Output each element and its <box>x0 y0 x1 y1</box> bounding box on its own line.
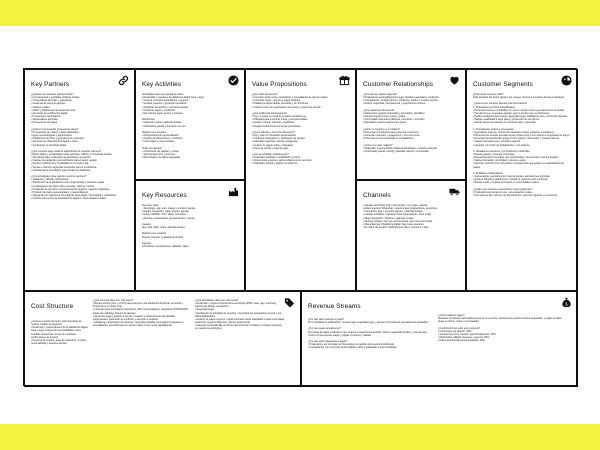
customer-relationships-text: ¿Qué tipo de relación esperan? • Propietarios: acompañamiento legal, claridad, seguridad y confianza. • Arrendatarios: contacto directo, confianza, rapidez y soporte técnico. • Ambos: seguridad, transparencia y seguimiento cercano. ¿Qué relaciones ofrecemos? • Autoservicio guiado (onboarding, formularios, plantillas). • Soporte humano (chat, correo, redes). • Comunidad local activa (alianzas, incentivos y eventos). • Reputación interna segura entre pares. ¿Cómo se integran en el modelo? • Refuerzan la confianza clave para usar el servicio. • Aumentan retención, engagement y uso recurrente. • Potencian el uso continuado en la plataforma. ¿Cuál es su coste relativo? • Moderado: sistema híbrido digital automatizado + soporte personal. • Optimizado gracias a FAQs, plantillas, alertas y comunidad. <box>363 93 440 153</box>
tag-icon <box>284 297 295 308</box>
revenue-streams-section <box>301 291 578 387</box>
key-partners-title: Key Partners <box>31 81 70 88</box>
key-resources-section <box>135 180 245 291</box>
check-badge-icon <box>228 75 239 86</box>
factory-icon <box>228 186 239 197</box>
segments-face-icon <box>561 75 572 86</box>
customer-relationships-section <box>356 69 466 180</box>
key-resources-title: Key Resources <box>142 192 187 199</box>
cost-structure-left-text: ¿Cuál es el costo inherente más importante de nuestro modelo de negocio? • Desarrollo y mantenimiento de la plataforma digital (web y app), incluyendo funcionalidades como entradas interactivas, firmas de contratos, verificaciones de usuario. • Personal de soporte, tanto de marketing, contacto personalizado y asesoría técnica. <box>31 320 88 346</box>
truck-icon <box>449 186 460 197</box>
revenue-streams-left-text: ¿Por qué valor estamos a pagar? Por la facilidad de publicación, conexión ágil, seguridad legal, y acceso a fórmulas de arrendamiento ajustadas. ¿Por qué pagan actualmente? Por tareas de bajos rendimiento que requieren seguimiento asistido, obtener seguridad jurídica y una cercana rural en el que apenas pagan y pagan en tiempo y calidad. ¿Por qué están dispuestos a pagar? • Propietarios: por contratar su finca activa con gestión documental simplificada. • Arrendatarios: por encontrar oportunidades reales y adaptadas a sus actividades. <box>308 318 429 350</box>
cost-structure-right-text: ¿Qué actividades clave son más caras? • Desarrollo y mejora continua de la tecnología (PWA, base, app, matching, sistema de alertas, reputación). • Seguridad legal. • Verificación de identidad de usuarios, especialmente propietarios nuevos y sus datos digitalizados. • Gestión de pagos seguros y bajos contratos claros adaptados a cada comunidad autónoma, seguros diligentes, soporte documental. • Adopción personalizada al cliente para fomentar confianza y resolver tensiones en usuarios tecnológicos. <box>195 299 284 331</box>
svg-text:$: $ <box>565 301 568 307</box>
value-propositions-section <box>245 69 356 291</box>
cost-structure-middle-text: ¿Qué recursos clave son más caros? • Equipo técnico (dev y UX/UI) para mantener una plataforma funcional, accesible y funcional en el medio rural. • Infraestructura tecnológica (servidores, APIs meteorológicas, integración SIGPAC/PAC, bases de matching, sistema de alertas). • Asistencia legal y soporte al cliente: creación y mantenimiento de plantillas contractuales, resolución de conflictos y atención a usuarios. • Marketing y adquisición de usuarios: campañas digitales para captar propietarios y arrendatarios, especialmente en zonas rurales o con menor digitalización. <box>93 299 189 328</box>
money-bag-icon <box>561 297 572 308</box>
key-partners-section <box>24 69 135 291</box>
business-model-canvas <box>23 68 577 386</box>
customer-relationships-title: Customer Relationships <box>363 81 434 88</box>
channels-title: Channels <box>363 192 391 199</box>
revenue-streams-right-text: ¿Cómo prefieren pagar? Mediante comisiones automáticas al cerrar un acuerdo, suscripciones para funciones avanzadas, y pagos flexibles (pago en último, online o prorrateado). ¿Contribución del valor a los ingresos? • Comisiones por alquiler: 30%. • Suscripciones Pro / Gestor: aproximadamente: 25%. • Marketplace afiliado (insumos, seguros): 15%. • Datos anonimizados para entidades: 10%. <box>438 314 562 343</box>
value-propositions-title: Value Propositions <box>252 81 307 88</box>
key-resources-text: Recursos clave • Tecnología: app, web, mapas, contratos, alertas. • Equipo: Desarrollo, legal, soporte, agente. • Datos: SIGPAC, PAC, clima, normativa. • Alianzas: cooperativas, ayuntamientos y socios. Canales App, web, SEO, redes, alianzas locales. Relación con usuarios Soporte humano y plataforma intuitiva. Ingresos Comisiones, suscripciones, afiliados, datos. <box>142 204 196 249</box>
value-propositions-text: ¿Qué valor ofrecemos? • Conexión simple entre propietarios y arrendatarios de tierras rurales. • Contratos claros, seguros y pagos flexibles. • Plataforma digital rápida, accesible y sin fricciones. • Impacto rural real: reactivación del campo y economía circular. ¿Qué problemas solucionamos? • Hoy no existe un canal de contacto transparente. • Dificultad para encontrar fincas y personas fiables. • Gestión manual, informal y conflictiva. • Desaprovechamiento de tierras productivas. ¿Qué productos y servicios ofrecemos? • App y web con buscador geolocalizado. • Contratos automáticos + verificación de perfiles. • Calendario agrícola y alertas inteligentes. • Gestión de pagos online y traspasos. • Panel de control y soporte legal. ¿Qué necesidades satisfacemos? • Seguridad, facilidad, confiabilidad y control. • Acceso justo a tierras y aprovechamiento de recursos. • Visibilidad, control y gestión sin esfuerzo. <box>252 93 328 166</box>
customer-segments-section <box>466 69 578 291</box>
gift-icon <box>339 75 350 86</box>
cost-structure-section <box>24 291 301 387</box>
bottom-highlight-band <box>0 424 600 450</box>
key-partners-text: ¿Quiénes son nuestros partners clave? • Ayuntamientos y entidades públicas locales. • Cooperativas agrícolas y ganaderas. • Gestorías de seguros agrarios. • Startups rurales. • ONGs y plataformas de desarrollo rural. • Asesorías de certificación digital. • Proveedores tecnológicos. • Marketplaces agrícolas. • Proveedores de pagos. ¿Quiénes son nuestros proveedores clave? • Proveedores de mapas y datos catastrales. • Apps meteorológicas y agronómicas. • Plataformas de firma y generación de contratos. • Servicios de infraestructura digital y cloud. • Verificación de identidad digital. ¿Qué recursos clave estamos adquiriendo de nuestros partners? • Datos fiables y actualizados sobre parcelas, cultivos y normativas locales. • Tecnología para verificación de identidad y reputación. • Canales de captación personalizados para el sector agrario. • Soporte institucional y credibilidad en el medio rural. • Ventas e inserción agrícolas integrados para el ecosistema. • Infraestructura tecnológica para escalar la plataforma. ¿Qué actividades clave realizan nuestros partners? • Validación y difusión institucional. • Distribución de la plataforma entre cooperativas y usuarios rurales. • Cesión/acceso de datos sobre parcelas, cultivos y tierras. • Prestación de servicios complementarios (seguros, asesoría, logística). • Provisión de datos geoespaciales y meteorológicos. • Integración de soluciones tecnológicas para pagos, firma digital y verificación. • Impulso para el uso de la plataforma digital en comunidades rurales. <box>31 93 117 201</box>
link-icon <box>118 75 129 86</box>
heart-icon <box>449 75 460 86</box>
top-highlight-band <box>0 0 600 26</box>
channels-text: • Canales preferidos: App o web simple, con mapa y alertas. • Alcance actual: WhatsApp / redes locales (cooperativas, gestorías). • Integración: App + asesoría agraria + alianzas locales. • Canales rentables: Captación local (cooperativas, boca oreja). • Mejor integración: Telefono y alianzas rurales. • Mejores canales: App que permita alerta, web para comunidad. • Más eficientes: Plataforma digital, bajo coste operativo. • En rutina del usuario: Notificaciones útiles, soporte 1:1 fácil. <box>363 204 438 230</box>
cost-structure-title: Cost Structure <box>31 303 74 310</box>
key-activities-text: Actividades clave (propuesta de valor) • Desarrollar y mantener la plataforma digital (web + app). • Generar contratos automáticos y seguros. • Verificar usuarios y gestionar reputación. • Actualizar contenidos y normativa agraria. • Gestionar pagos y mediación. • Dar soporte legal, técnico y humano. Distribución • Captación online y alianzas locales. • Onboarding guiado y formación en uso. Relación con usuarios • Acompañamiento personalizado. • Gestión de valoraciones y conflictos. • Comunidad y redes sociales. Flujos de ingresos • Comisiones por alquiler y ventas. • Suscripciones Pro y premium. • Monetización de datos agregados. <box>142 93 205 160</box>
customer-segments-title: Customer Segments <box>473 81 533 88</box>
channels-section <box>356 180 466 291</box>
customer-segments-text: ¿Para quién creamos valor? Para usuarios del sector agrario que poseen, buscan o necesitan tierras productivas. ¿Quiénes son nuestros clientes más importantes? 1. Propietarios de fincas infrautilizadas • Personas mayores o jubiladas, con poco o ningún relevo generacional en la familia. • Herederos que no pueden atender, pero si sienten que es patrimonio. • Perfiles prudentes que buscan: seguridad legal, facilidad de uso y control de ingresos. • Valoran estabilidad a largo plazo y protección de sus tierras. • Alquiler de fincas rústicas, con contrato claro y garantías. 2. Arrendatarios rurales y emergentes • Agricultores jóvenes, microemprendedores rurales, pastores, mercaderes. • Personas que buscan arrendar tierras a bajo coste o con acceso a programas de apoyo. • Necesitan acceso flexible (pago a buen precio), información y contacto directo. • Valoran transparencia y contratos seguros. • Usuarios con visión de digitalización y uso práctico. 3. Ganaderos extensivos y de producción sostenible • Buscan pastos y terrenos comunales. • Requerimientos temporales (por temporadas) y de acuerdo a uso del ganado. • Valoran ubicación, proximidad y acceso a agua. • Aprecian conexión con comunidad y herramientas que ayuden a la planificación de pastos. 4. Entidades colaboradoras • Cooperativas, ayuntamientos, bancos locales, asociaciones agrícolas. • Quieren difundir la plataforma y mejorar la conexión entre personas. • Buscan medir y mejorar el impacto en comunidades rurales. ¿Cuáles son nuestros consumidores más importantes? • Propietarios de tierras sin uso y arrendatarios rurales. • Son quienes dan volumen de transacciones, generan ingresos y recurrencia. <box>473 93 571 197</box>
key-activities-title: Key Activities <box>142 81 182 88</box>
revenue-streams-title: Revenue Streams <box>308 303 361 310</box>
key-activities-section <box>135 69 245 180</box>
